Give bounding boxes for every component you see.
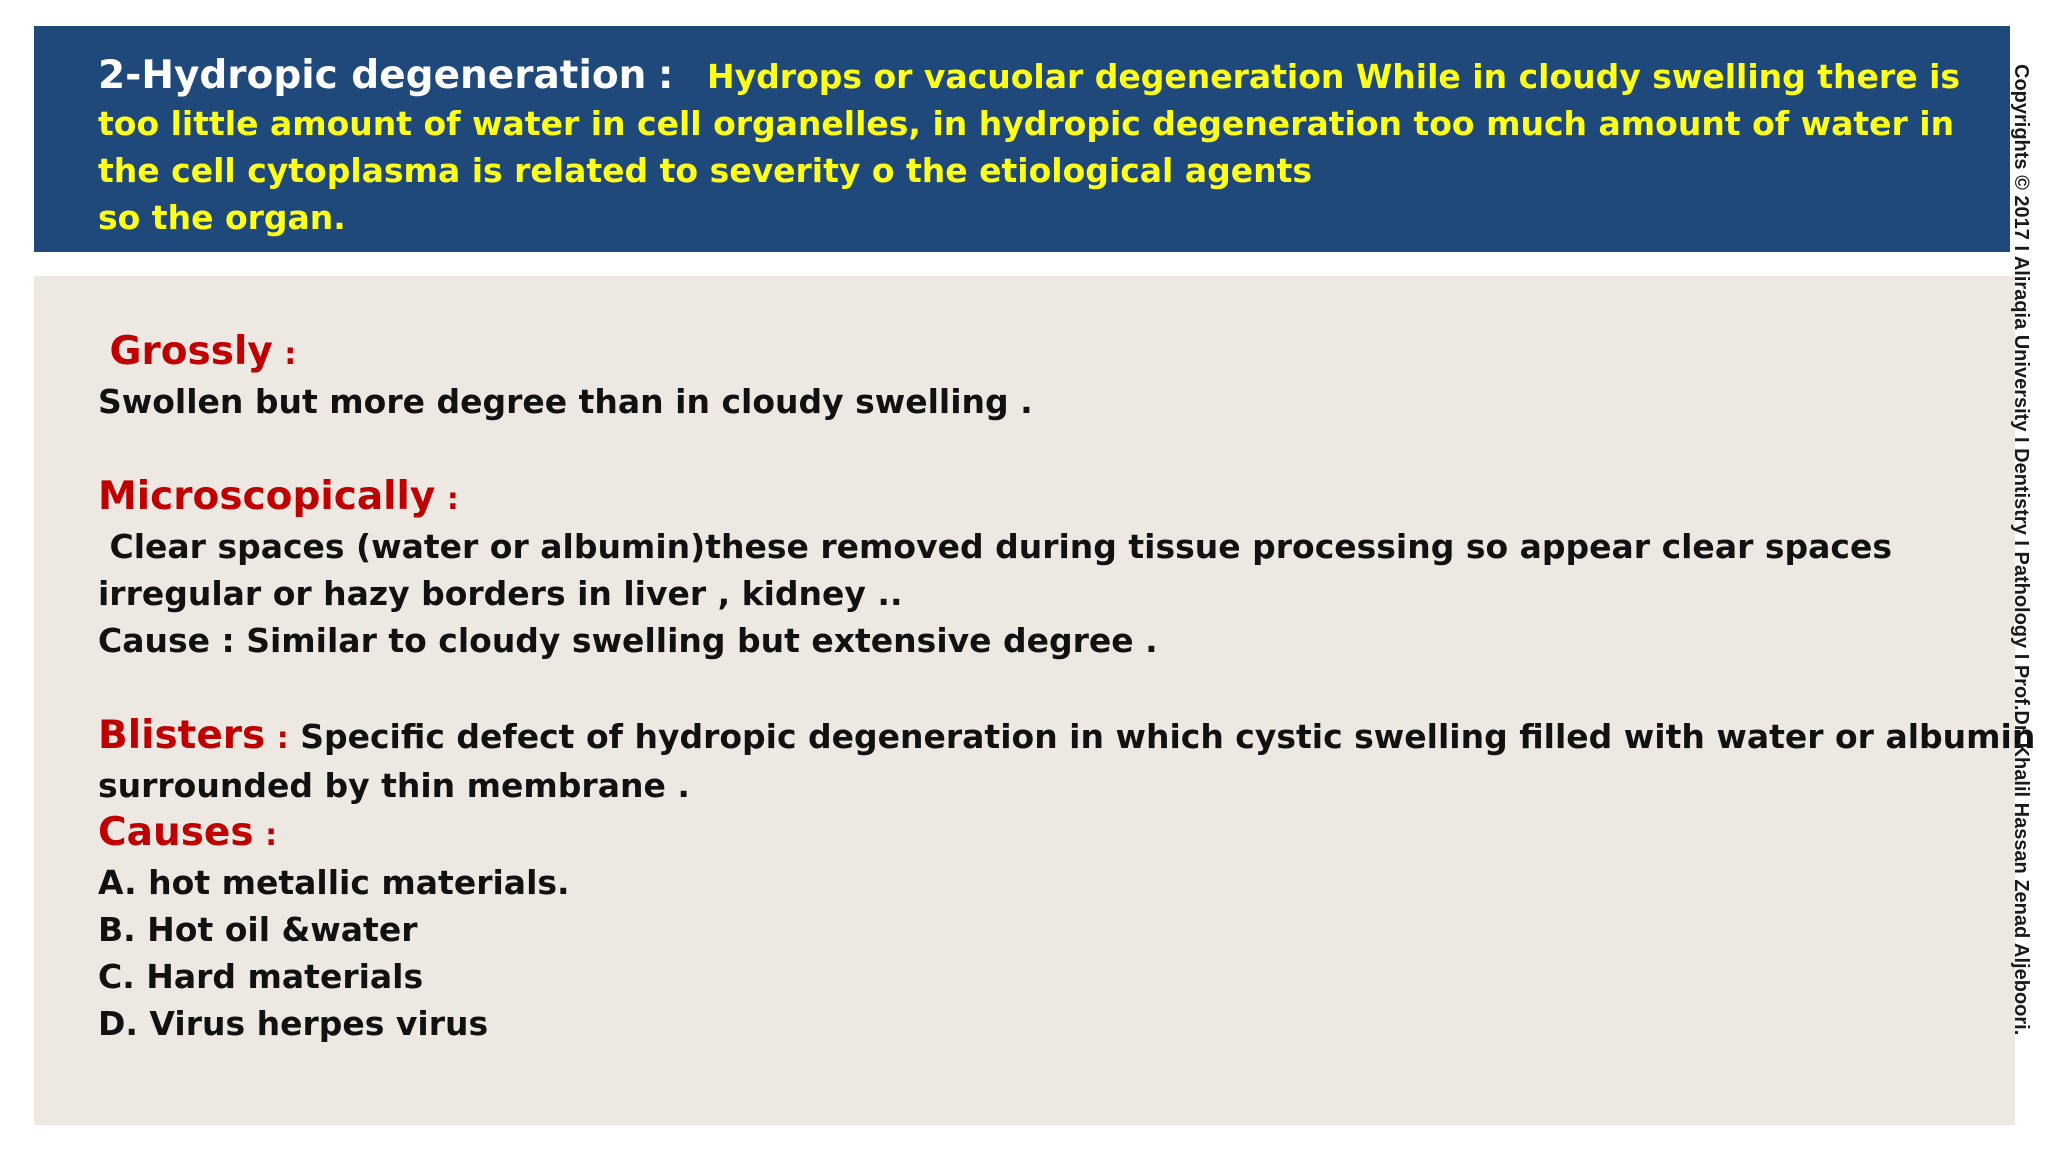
header-description-end: so the organ. — [98, 198, 346, 237]
blisters-line-1 — [98, 712, 2036, 762]
cause-text: Similar to cloudy swelling but extensive degree . — [246, 621, 1158, 660]
copyright-watermark: Copyrights © 2017 I Aliraqia University I Dentistry I Pathology I Prof.Dr. Khalil Hassan Zenad Aljeboori. — [2010, 64, 2032, 1036]
cause-label: Cause — [98, 621, 211, 660]
causes-item-d: D. Virus herpes virus — [98, 1004, 489, 1043]
microscopically-colon: : — [446, 482, 459, 517]
microscopically-line-1 — [98, 523, 1975, 570]
microscopically-line-1-text: Clear spaces (water or albumin)these removed during tissue processing so appear clear spaces — [109, 527, 1892, 566]
blisters-colon: : — [276, 721, 289, 756]
header-paragraph — [98, 52, 1970, 241]
header-description: Hydrops or vacuolar degeneration While in cloudy swelling there is too little amount of water in cell organelles, in hydropic degeneration too much amount of water in the cell cytoplasma is related to severity o the etiological agents — [98, 57, 1961, 190]
title-colon: : — [657, 53, 674, 98]
grossly-text: Swollen but more degree than in cloudy swelling . — [98, 382, 1033, 421]
slide-title: 2-Hydropic degeneration — [98, 53, 647, 98]
microscopically-heading: Microscopically — [98, 474, 436, 519]
cause-colon: : — [221, 621, 235, 660]
microscopically-heading-line — [98, 473, 1975, 523]
blisters-heading: Blisters — [98, 713, 266, 758]
causes-heading: Causes — [98, 810, 254, 855]
causes-colon: : — [265, 818, 278, 853]
grossly-heading: Grossly — [109, 329, 273, 374]
grossly-heading-line — [98, 328, 1975, 378]
cause-line — [98, 617, 1975, 664]
causes-heading-line — [98, 809, 1975, 859]
causes-item-c: C. Hard materials — [98, 957, 424, 996]
blisters-line-1-text: Specific defect of hydropic degeneration in which cystic swelling filled with water or albumin — [300, 717, 2036, 756]
causes-item-b: B. Hot oil &water — [98, 910, 418, 949]
blisters-line-2: surrounded by thin membrane . — [98, 766, 690, 805]
grossly-colon: : — [284, 337, 297, 372]
header-banner — [34, 26, 2010, 252]
microscopically-line-2: irregular or hazy borders in liver , kidney .. — [98, 574, 903, 613]
causes-item-a: A. hot metallic materials. — [98, 863, 570, 902]
